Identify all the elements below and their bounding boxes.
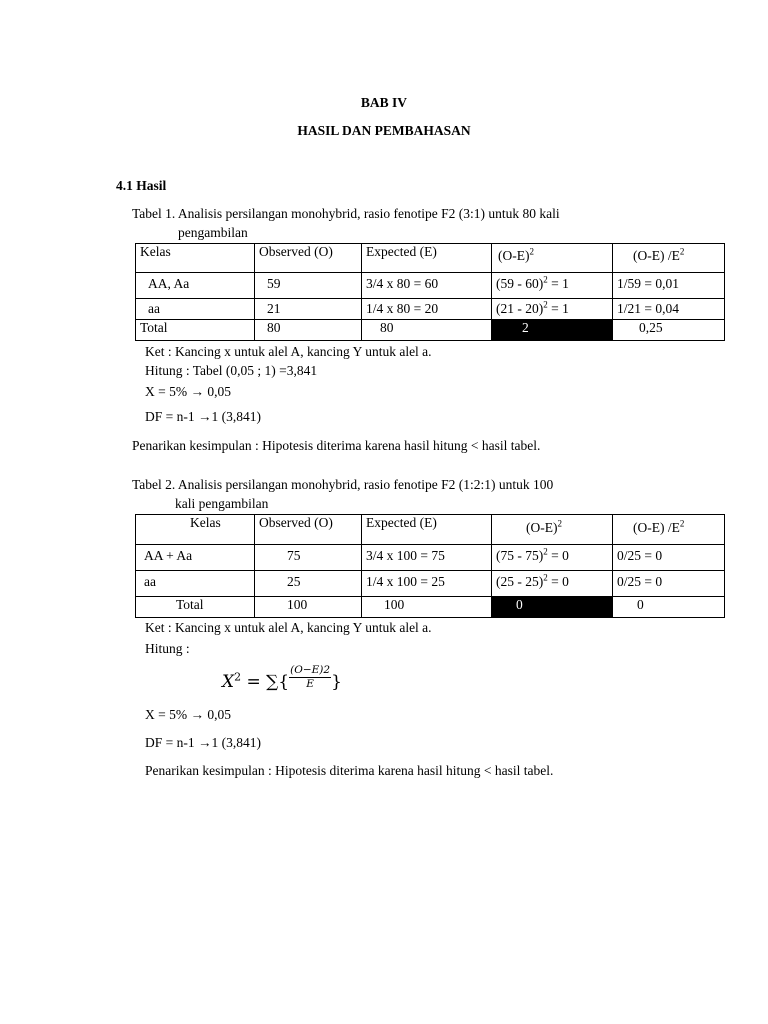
table2 — [135, 514, 725, 618]
cell-oe-over-e-total: 0 — [613, 597, 725, 618]
cell-oe-over-e: 0/25 = 0 — [613, 545, 725, 571]
cell-expected: 1/4 x 100 = 25 — [362, 571, 492, 597]
table2-note-df: DF = n-1 →1 (3,841) — [145, 735, 261, 750]
cell-expected: 80 — [362, 320, 492, 341]
cell-expected: 100 — [362, 597, 492, 618]
cell-observed: 75 — [255, 545, 362, 571]
cell-kelas: aa — [136, 571, 255, 597]
header-observed: Observed (O) — [255, 244, 362, 273]
table-row — [136, 571, 725, 597]
cell-oe-over-e: 0/25 = 0 — [613, 571, 725, 597]
table2-note-ket: Ket : Kancing x untuk alel A, kancing Y untuk alel a. — [145, 620, 432, 635]
header-oe-over-e: (O-E) $/E^2$ — [613, 244, 725, 273]
table2-note-x: X = 5% → 0,05 — [145, 707, 231, 722]
cell-observed: 80 — [255, 320, 362, 341]
cell-expected: 1/4 x 80 = 20 — [362, 299, 492, 320]
table-row — [136, 597, 725, 618]
cell-expected: 3/4 x 100 = 75 — [362, 545, 492, 571]
formula-fraction — [289, 664, 331, 691]
table1-note-hitung: Hitung : Tabel (0,05 ; 1) =3,841 — [145, 363, 318, 378]
table1-note-df: DF = n-1 →1 (3,841) — [145, 409, 261, 424]
header-observed: Observed (O) — [255, 515, 362, 545]
table1 — [135, 243, 725, 341]
cell-observed: 100 — [255, 597, 362, 618]
cell-observed: 25 — [255, 571, 362, 597]
cell-kelas: Total — [136, 597, 255, 618]
formula-sum: = ∑{ — [241, 672, 290, 692]
header-kelas: Kelas — [136, 515, 255, 545]
table1-caption-cont: pengambilan — [178, 225, 248, 240]
header-oe-squared: $(O-E)^2$ — [492, 244, 613, 273]
table1-note-x: X = 5% → 0,05 — [145, 384, 231, 399]
header-expected: Expected (E) — [362, 515, 492, 545]
chapter-title: HASIL DAN PEMBAHASAN — [297, 123, 471, 138]
cell-oe-over-e-total: 0,25 — [613, 320, 725, 341]
header-kelas: Kelas — [136, 244, 255, 273]
cell-observed: 21 — [255, 299, 362, 320]
cell-kelas: Total — [136, 320, 255, 341]
cell-oe-squared: (25 - 25)$^2$ = 0 — [492, 571, 613, 597]
table1-conclusion: Penarikan kesimpulan : Hipotesis diterima karena hasil hitung < hasil tabel. — [132, 438, 541, 453]
table1-note-ket: Ket : Kancing x untuk alel A, kancing Y untuk alel a. — [145, 344, 432, 359]
table1-caption: Tabel 1. Analisis persilangan monohybrid, rasio fenotipe F2 (3:1) untuk 80 kali — [132, 206, 560, 221]
cell-oe-over-e: 1/59 = 0,01 — [613, 273, 725, 299]
cell-kelas: aa — [136, 299, 255, 320]
cell-oe-squared: (21 - 20)$^2$ = 1 — [492, 299, 613, 320]
cell-expected: 3/4 x 80 = 60 — [362, 273, 492, 299]
table-row — [136, 299, 725, 320]
formula-numerator: (O−E)2 — [290, 664, 331, 676]
header-oe-squared: $(O-E)^2$ — [492, 515, 613, 545]
cell-oe-squared-total: 2 — [492, 320, 613, 341]
table2-header-row — [136, 515, 725, 545]
header-oe-over-e: (O-E) $/E^2$ — [613, 515, 725, 545]
cell-kelas: AA, Aa — [136, 273, 255, 299]
chapter-heading: BAB IV — [360, 95, 408, 110]
formula-close: } — [331, 672, 342, 692]
chi-square-formula — [222, 664, 342, 700]
cell-oe-squared-total: 0 — [492, 597, 613, 618]
table2-caption-cont: kali pengambilan — [175, 496, 269, 511]
formula-denominator: E — [306, 678, 314, 690]
section-heading: 4.1 Hasil — [116, 178, 167, 193]
table1-header-row — [136, 244, 725, 273]
cell-oe-squared: (75 - 75)$^2$ = 0 — [492, 545, 613, 571]
header-expected: Expected (E) — [362, 244, 492, 273]
cell-observed: 59 — [255, 273, 362, 299]
table-row — [136, 273, 725, 299]
table2-conclusion: Penarikan kesimpulan : Hipotesis diterima karena hasil hitung < hasil tabel. — [145, 763, 554, 778]
cell-kelas: AA + Aa — [136, 545, 255, 571]
table2-caption: Tabel 2. Analisis persilangan monohybrid, rasio fenotipe F2 (1:2:1) untuk 100 — [132, 477, 554, 492]
cell-oe-squared: (59 - 60)$^2$ = 1 — [492, 273, 613, 299]
cell-oe-over-e: 1/21 = 0,04 — [613, 299, 725, 320]
formula-lhs: $X^2$ — [222, 670, 242, 692]
table-row — [136, 320, 725, 341]
table-row — [136, 545, 725, 571]
table2-note-hitung: Hitung : — [145, 641, 190, 656]
